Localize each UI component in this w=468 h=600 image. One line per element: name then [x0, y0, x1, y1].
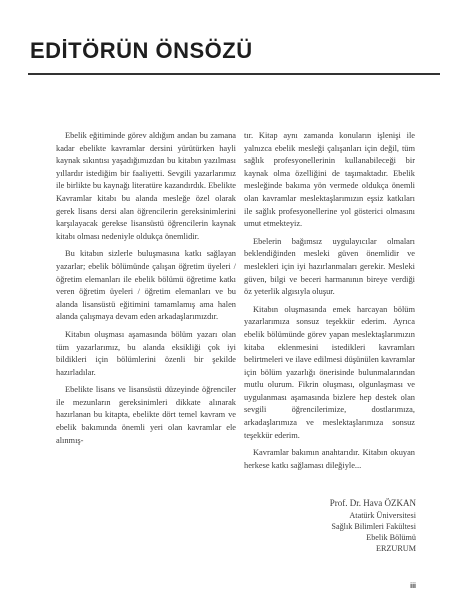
paragraph: Kavramlar bakımın anahtarıdır. Kitabın okuyan herkese katkı sağlaması dileğiyle... — [244, 448, 415, 470]
paragraph: Ebelerin bağımsız uygulayıcılar olmaları beklendiğinden mesleki güven önemlidir ve meslekleri için iyi hazırlanmaları gerekir. Mesleki güven, bilgi ve beceri harmanının bireye verdiği öz yeterlik algısıyla oluşur. — [244, 236, 415, 297]
signature-block — [330, 497, 416, 554]
affiliation-faculty: Sağlık Bilimleri Fakültesi — [331, 522, 416, 531]
title-underline — [28, 73, 440, 75]
author-name: Prof. Dr. Hava ÖZKAN — [329, 498, 416, 508]
left-column — [56, 130, 236, 452]
affiliation-university: Atatürk Üniversitesi — [349, 511, 416, 520]
right-column — [244, 130, 415, 477]
paragraph: Ebelikte lisans ve lisansüstü düzeyinde öğrenciler ile mezunların gereksinimleri dikkate alınarak hazırlanan bu kitapta, ebelikte dört temel kavram ve ebelik bakımında önemli yeri olan kavramlar ele alınmış- — [56, 385, 236, 445]
paragraph: tır. Kitap aynı zamanda konuların işlenişi ile yalnızca ebelik mesleği çalışanları için değil, tüm sağlık profesyonellerinin kullanabileceği bir kaynak olma özelliğini de taşımaktadır. Ebelik mesleğinde bakıma yön vermede oldukça önemli olan kavramlar meslektaşlarımızın eşsiz katkıları ile sağlık profesyonellerine yol gösterici olmasını umut etmekteyiz. — [244, 131, 415, 229]
affiliation-city: ERZURUM — [375, 544, 416, 553]
paragraph: Kitabın oluşması aşamasında bölüm yazarı olan tüm yazarlarımız, bu alanda eksikliği çok iyi bildikleri için bölümlerini özenli bir şekilde hazırladılar. — [56, 329, 236, 377]
paragraph: Ebelik eğitiminde görev aldığım andan bu zamana kadar ebelikte kavramlar dersini yürütürken hayli kaynak sıkıntısı yaşadığımızdan bu kitabın yazılması yıllardır istediğim bir faaliyetti. Sevgili yazarlarımız ile birlikte bu kaynağı literatüre kazandırdık. Ebelikte Kavramlar kitabı bu alanda mesleğe özel olarak gerek lisans dersi alan öğrencilerin gereksinimlerini karşılayacak gerekse lisansüstü öğrencilerin kaynak kitabı olması nedeniyle oldukça önemlidir. — [56, 131, 236, 241]
paragraph: Kitabın oluşmasında emek harcayan bölüm yazarlarımıza sonsuz teşekkür ederim. Ayrıca ebelik bölümünde görev yapan meslektaşlarımızın kitaba eklenmesini istedikleri kavramları belirtmeleri ve ilave edilmesi düşünülen kavramlar için bölüm yazarlığı önerisinde bulunmalarından mutlu olurum. Fikrin oluşması, olgunlaşması ve uygulanması aşamasında bizlere hep destek olan sevgili öğrencilerimize, dostlarımıza, arkadaşlarımıza ve meslektaşlarımıza sonsuz teşekkür ederim. — [244, 304, 415, 440]
page-number: iii — [410, 583, 416, 590]
page-title: EDİTÖRÜN ÖNSÖZÜ — [30, 38, 253, 63]
paragraph: Bu kitabın sizlerle buluşmasına katkı sağlayan yazarlar; ebelik bölümünde çalışan öğretim üyeleri / öğretim elemanları ile ebelik bölümü öğretime katkı veren öğretim üyeleri / öğretim elemanları ve bu alanda lisansüstü eğitimini tamamlamış ama halen alanda çalışmaya devam eden arkadaşlarımızdır. — [56, 249, 236, 322]
affiliation-department: Ebelik Bölümü — [366, 533, 416, 542]
